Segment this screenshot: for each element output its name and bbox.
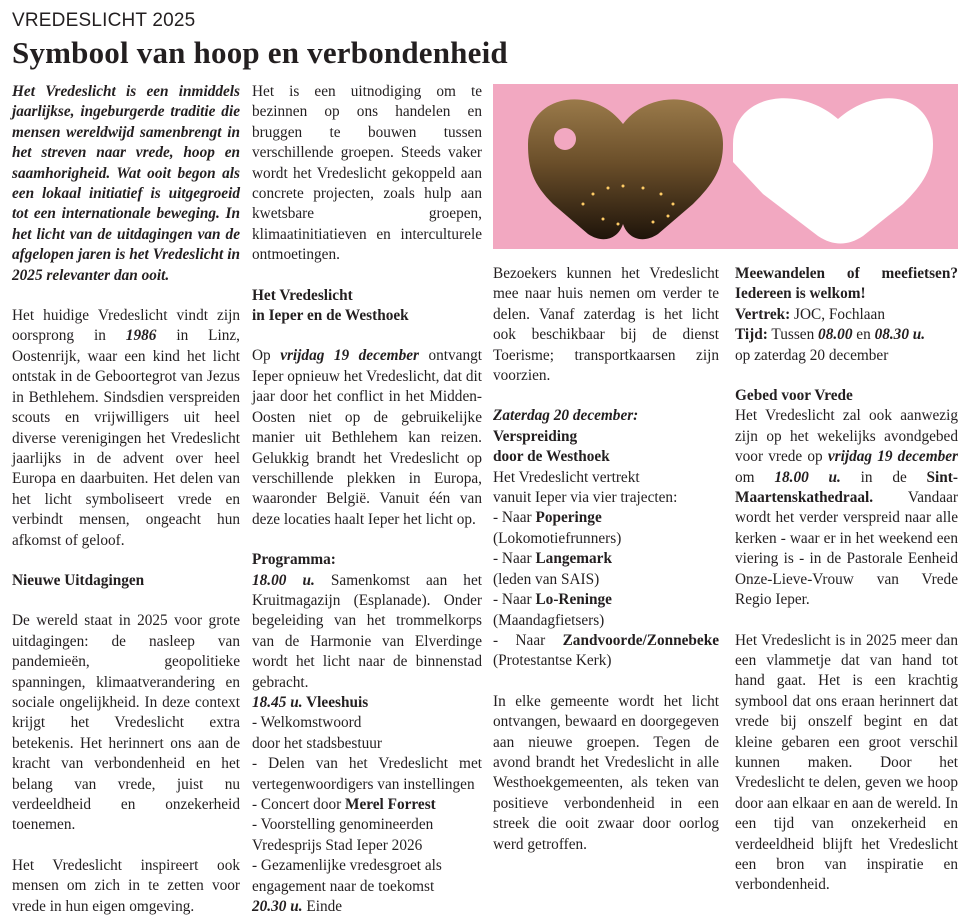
year: 1986 <box>125 327 157 345</box>
program-item <box>252 571 482 693</box>
value: JOC, Fochlaan <box>790 305 885 323</box>
date-heading: Zaterdag 20 december: <box>493 407 639 425</box>
route-place: Zandvoorde/Zonnebeke <box>562 631 719 649</box>
paragraph-gebed <box>735 406 958 610</box>
route-place: Lo-Reninge <box>535 591 612 609</box>
time: 18.45 u. <box>252 693 303 711</box>
subheading-ieper <box>252 286 482 327</box>
list-item: - Delen van het Vredeslicht met vertegenwoordigers van instellingen <box>252 755 482 793</box>
intro-line: vanuit Ieper via vier trajecten: <box>493 489 678 507</box>
text: Op <box>252 347 281 365</box>
route-item <box>493 631 719 651</box>
time: 08.30 u. <box>874 326 926 344</box>
text: en <box>852 326 875 344</box>
paragraph-inspires: Het Vredeslicht inspireert ook mensen om zich in te zetten voor vrede in hun eigen omgeving. <box>12 856 240 915</box>
route-item <box>493 590 719 610</box>
text: Het huidige Vredeslicht vindt zijn oorsprong in <box>12 307 240 345</box>
subheading-nieuwe-uitdagingen: Nieuwe Uitdagingen <box>12 571 145 589</box>
heart-logo-graphic <box>493 84 958 249</box>
label: Tijd: <box>735 326 768 344</box>
text: - Naar <box>493 550 536 568</box>
column-4 <box>735 264 958 896</box>
subheading-gebed: Gebed voor Vrede <box>735 387 853 405</box>
time: 08.00 <box>818 326 853 344</box>
paragraph-challenges: De wereld staat in 2025 voor grote uitdagingen: de nasleep van pandemieën, geopolitieke spanningen, klimaatverandering en sociale ongelijkheid. In deze context krijgt het Vredeslicht extra betekenis. Het herinnert ons aan de kracht van verbondenheid en het belang van vrede, juist nu verdeeldheid en onzekerheid toenemen. <box>12 612 240 834</box>
vertrek-line <box>735 305 958 325</box>
photo-heart-shape <box>528 99 723 239</box>
route-group: (Protestantse Kerk) <box>493 652 612 670</box>
article-title: Symbool van hoop en verbondenheid <box>12 35 508 70</box>
list-item: - Welkomstwoord <box>252 714 362 732</box>
route-item <box>493 549 719 569</box>
text: Einde <box>302 898 343 916</box>
column-2 <box>252 82 482 917</box>
time: 18.00 u. <box>774 468 841 486</box>
programma <box>252 550 482 917</box>
paragraph-visitors: Bezoekers kunnen het Vredeslicht mee naar huis nemen om verder te delen. Vanaf zaterdag is het licht ook beschikbaar bij de dienst Toerisme; transportkaarsen zijn voorzien. <box>493 265 719 385</box>
subheading-line: door de Westhoek <box>493 448 610 466</box>
column-1 <box>12 82 240 917</box>
paragraph-origin <box>12 306 240 551</box>
artist: Merel Forrest <box>345 796 436 813</box>
tijd-line <box>735 325 958 345</box>
intro-line: Het Vredeslicht vertrekt <box>493 468 640 486</box>
list-item: - Voorstelling genomineerden <box>252 816 434 834</box>
text: om <box>735 468 775 486</box>
list-item: engagement naar de toekomst <box>252 877 435 895</box>
spreading-section <box>493 406 719 671</box>
list-item <box>252 795 482 815</box>
paragraph-invitation: Het is een uitnodiging om te bezinnen op ons handelen en bruggen te bouwen tussen verschillende groepen. Steeds vaker wordt het Vredeslicht gekoppeld aan concrete projecten, zoals hulp aan kwetsbare groepen, klimaatinitiatieven en interculturele ontmoetingen. <box>252 83 482 264</box>
text: Samenkomst aan het Kruitmagazijn (Esplanade). Onder begeleiding van het trommelkorps van de Harmonie van Elverdinge wordt het licht naar de binnenstad gebracht. <box>252 571 482 691</box>
date: vrijdag 19 december <box>280 347 419 365</box>
programma-heading: Programma: <box>252 551 336 569</box>
label: Vertrek: <box>735 305 791 323</box>
subheading-line: Het Vredeslicht <box>252 286 353 304</box>
route-item <box>493 508 719 528</box>
date: vrijdag 19 december <box>827 448 958 466</box>
text: - Naar <box>493 631 563 649</box>
paragraph-municipalities: In elke gemeente wordt het licht ontvangen, bewaard en doorgegeven aan nieuwe groepen. Tegen de avond brandt het Vredeslicht in alle Westhoekgemeenten, als teken van positieve verbondenheid in een streek die ooit zwaar door oorlog werd getroffen. <box>493 692 719 853</box>
subheading-line: Verspreiding <box>493 427 578 445</box>
text: Het Vredeslicht zal ook aanwezig zijn op het wekelijks avondgebed voor vrede op <box>735 407 958 466</box>
route-group: (Maandagfietsers) <box>493 611 605 629</box>
text: in de <box>840 468 927 486</box>
list-item: Vredesprijs Stad Ieper 2026 <box>252 836 423 854</box>
list-item: - Gezamenlijke vredesgroet als <box>252 857 442 875</box>
program-item <box>252 693 482 713</box>
time: 20.30 u. <box>252 898 303 916</box>
column-3 <box>493 264 719 855</box>
lead-paragraph: Het Vredeslicht is een inmiddels jaarlijkse, ingeburgerde traditie die mensen wereldwijd samenbrengt in het streven naar vrede, hoop en saamhorigheid. Wat ooit begon als een lokaal initiatief is uitgegroeid tot een internationale beweging. In het licht van de uitdagingen van de afgelopen jaren is het Vredeslicht in 2025 relevanter dan ooit. <box>12 83 240 284</box>
text: - Concert door <box>252 796 346 813</box>
list-item: door het stadsbestuur <box>252 734 383 752</box>
subheading-line: in Ieper en de Westhoek <box>252 307 409 325</box>
program-item <box>252 897 482 917</box>
text: Tussen <box>767 326 819 344</box>
join-section <box>735 264 958 366</box>
text: - Naar <box>493 509 536 527</box>
subheading-line: Meewandelen of meefietsen? <box>735 265 958 282</box>
photo-cutout <box>554 128 576 150</box>
kicker: VREDESLICHT 2025 <box>12 10 196 31</box>
text: ontvangt Ieper opnieuw het Vredeslicht, dat dit jaar door het conflict in het Midden-Oosten niet op de gebruikelijke manier uit Bethlehem kan reizen. Gelukkig brandt het Vredeslicht op verschillende plekken in Europa, waaronder België. Vanuit één van deze locaties haalt Ieper het licht op. <box>252 347 482 528</box>
text: - Naar <box>493 591 536 609</box>
white-heart-shape <box>733 98 933 243</box>
route-group: (leden van SAIS) <box>493 570 600 588</box>
text: Vandaar wordt het verder verspreid naar alle kerken - waar er in het weekend een viering is - in de Pastorale Eenheid Onze-Lieve-Vrouw van Vrede Regio Ieper. <box>735 489 958 609</box>
route-group: (Lokomotiefrunners) <box>493 529 622 547</box>
text: in Linz, Oostenrijk, waar een kind het licht ontstak in de Geboortegrot van Jezus in Bethlehem. Sindsdien verspreiden scouts en vrijwilligers uit heel diverse verenigingen het Vredeslicht jaarlijks in de advent over heel Europa en daarbuiten. Het delen van het licht symboliseert vrede en verbindt mensen, ongeacht hun afkomst of geloof. <box>12 327 240 549</box>
paragraph-ieper <box>252 346 482 530</box>
subheading-line: Iedereen is welkom! <box>735 285 866 303</box>
place: Vleeshuis <box>302 693 369 711</box>
route-place: Poperinge <box>535 509 602 527</box>
route-place: Langemark <box>535 550 612 568</box>
vredeslicht-photo <box>493 84 958 249</box>
paragraph-conclusion: Het Vredeslicht is in 2025 meer dan een vlammetje dat van hand tot hand gaat. Het is een krachtig symbool dat ons eraan herinnert dat vrede bij onszelf begint en dat kleine gebaren een groot verschil kunnen maken. Door het Vredeslicht te delen, geven we hoop door aan elkaar en aan de wereld. In een tijd van onzekerheid en verdeeldheid blijft het Vredeslicht een bron van inspiratie en verbondenheid. <box>735 631 958 894</box>
time: 18.00 u. <box>252 571 315 589</box>
tijd-date: op zaterdag 20 december <box>735 346 889 364</box>
place: Sint-Maartenskathedraal. <box>735 468 958 507</box>
